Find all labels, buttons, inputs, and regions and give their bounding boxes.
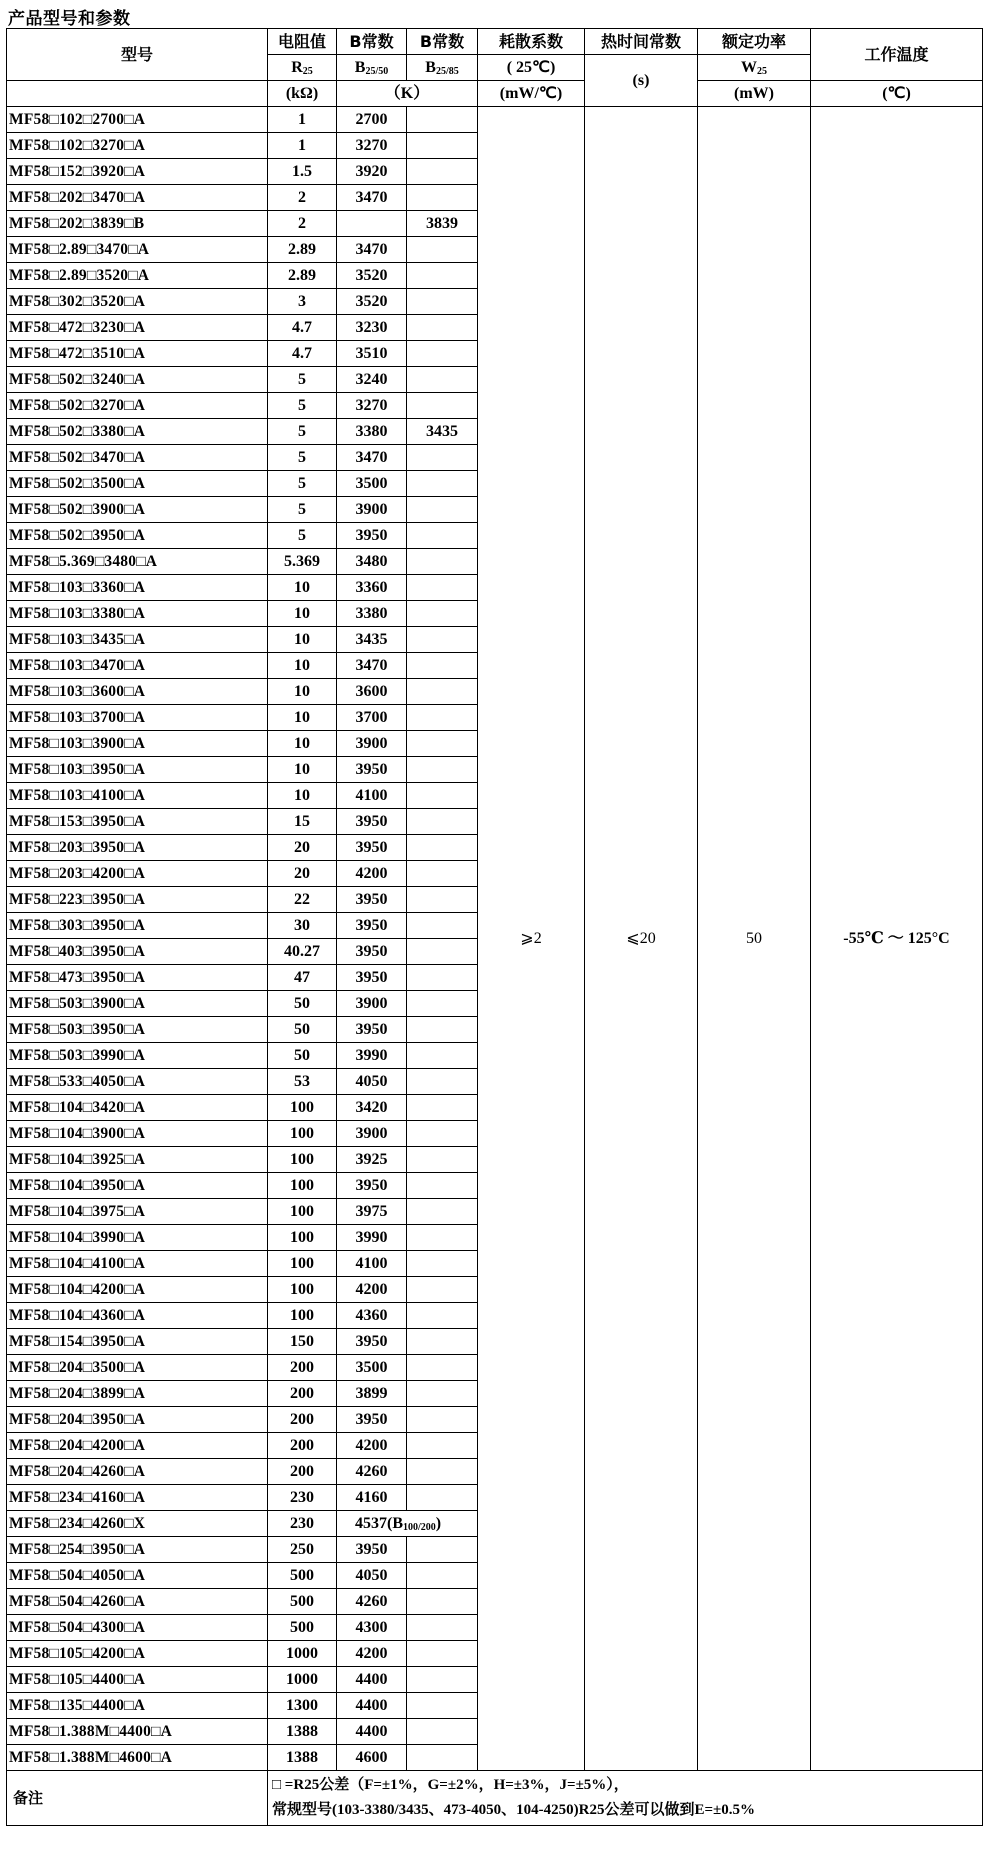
model-cell: MF58□502□3500□A [7,471,268,497]
r25-cell: 47 [268,965,337,991]
b2585-cell [407,471,478,497]
r25-cell: 20 [268,861,337,887]
model-cell: MF58□502□3240□A [7,367,268,393]
b2550-cell: 3480 [337,549,407,575]
r25-cell: 5 [268,419,337,445]
b2585-cell [407,939,478,965]
model-cell: MF58□104□4100□A [7,1251,268,1277]
model-cell: MF58□204□4200□A [7,1433,268,1459]
b2550-cell: 3950 [337,913,407,939]
r25-cell: 5 [268,393,337,419]
r25-cell: 20 [268,835,337,861]
r25-cell: 50 [268,1017,337,1043]
b2550-cell: 3925 [337,1147,407,1173]
b2585-cell: 3435 [407,419,478,445]
b2550-cell: 3950 [337,887,407,913]
r25-cell: 100 [268,1199,337,1225]
r25-cell: 10 [268,575,337,601]
model-cell: MF58□502□3900□A [7,497,268,523]
r25-cell: 53 [268,1069,337,1095]
b2550-cell: 3600 [337,679,407,705]
model-cell: MF58□302□3520□A [7,289,268,315]
b2585-cell [407,1147,478,1173]
model-cell: MF58□403□3950□A [7,939,268,965]
b2550-cell: 3470 [337,653,407,679]
model-cell: MF58□103□3950□A [7,757,268,783]
r25-cell: 1300 [268,1693,337,1719]
notes-row [7,1771,983,1826]
header-temp-unit: (℃) [811,81,983,107]
b2550-cell: 3230 [337,315,407,341]
b2550-cell: 4160 [337,1485,407,1511]
b2550-cell: 3420 [337,1095,407,1121]
b2585-cell [407,1069,478,1095]
header-model-blank [7,81,268,107]
b2585-cell [407,1329,478,1355]
b2585-cell [407,1745,478,1771]
b2550-cell: 3270 [337,393,407,419]
model-cell: MF58□104□3925□A [7,1147,268,1173]
b2585-cell [407,315,478,341]
header-thermal-time: 热时间常数 [585,29,698,55]
r25-cell: 5 [268,523,337,549]
header-power-symbol: $W_{25}$ [698,55,811,81]
b2550-cell: 3950 [337,939,407,965]
r25-cell: 5.369 [268,549,337,575]
r25-cell: 200 [268,1355,337,1381]
r25-cell: 2 [268,185,337,211]
b2585-cell [407,367,478,393]
b2550-cell: 4050 [337,1563,407,1589]
b2585-cell [407,1563,478,1589]
b2550-cell: 4260 [337,1589,407,1615]
model-cell: MF58□104□3950□A [7,1173,268,1199]
model-cell: MF58□103□3900□A [7,731,268,757]
b2585-cell [407,1277,478,1303]
notes-line-2: 常规型号(103-3380/3435、473-4050、104-4250)R25公差可以做到E=±0.5% [272,1802,756,1818]
op-temp-value: -55℃ ～ 125°C [811,107,983,1771]
b2550-cell [337,211,407,237]
b2585-cell [407,783,478,809]
b2550-cell: 4300 [337,1615,407,1641]
b2585-cell [407,237,478,263]
b2585-cell [407,835,478,861]
b2550-cell: 4200 [337,1277,407,1303]
model-cell: MF58□203□3950□A [7,835,268,861]
b2550-cell: 4600 [337,1745,407,1771]
b2550-cell: 3950 [337,835,407,861]
r25-cell: 1000 [268,1667,337,1693]
r25-cell: 1.5 [268,159,337,185]
model-cell: MF58□2.89□3470□A [7,237,268,263]
b2550-cell: 3380 [337,601,407,627]
b2550-cell: 4400 [337,1693,407,1719]
b2585-cell [407,731,478,757]
model-cell: MF58□103□3470□A [7,653,268,679]
r25-cell: 100 [268,1251,337,1277]
b2585-cell [407,653,478,679]
header-r-unit: (kΩ) [268,81,337,107]
notes-label: 备注 [7,1771,268,1826]
b2585-cell [407,133,478,159]
r25-cell: 1388 [268,1719,337,1745]
b2550-cell: 3950 [337,965,407,991]
r25-cell: 50 [268,1043,337,1069]
b2550-cell: 3900 [337,731,407,757]
header-dissipation: 耗散系数 [478,29,585,55]
r25-cell: 4.7 [268,315,337,341]
b2550-cell: 3360 [337,575,407,601]
b2550-cell: 3380 [337,419,407,445]
b2550-cell: 3900 [337,1121,407,1147]
r25-cell: 30 [268,913,337,939]
header-b2585-symbol: $B_{25/85}$ [407,55,478,81]
b2585-cell [407,1589,478,1615]
model-cell: MF58□503□3990□A [7,1043,268,1069]
header-dissipation-unit: (mW/℃) [478,81,585,107]
model-cell: MF58□103□3700□A [7,705,268,731]
header-row-1 [7,29,983,55]
r25-cell: 500 [268,1615,337,1641]
header-model: 型号 [7,29,268,81]
r25-cell: 10 [268,731,337,757]
b2550-cell: 4360 [337,1303,407,1329]
b2550-cell: 4200 [337,861,407,887]
model-cell: MF58□502□3380□A [7,419,268,445]
rated-power-value: 50 [698,107,811,1771]
model-cell: MF58□103□3380□A [7,601,268,627]
model-cell: MF58□1.388M□4600□A [7,1745,268,1771]
r25-cell: 100 [268,1277,337,1303]
b2550-cell: 3435 [337,627,407,653]
table-row [7,107,983,133]
model-cell: MF58□504□4300□A [7,1615,268,1641]
b2585-cell [407,1121,478,1147]
r25-cell: 22 [268,887,337,913]
model-cell: MF58□303□3950□A [7,913,268,939]
model-cell: MF58□104□3990□A [7,1225,268,1251]
r25-cell: 100 [268,1303,337,1329]
header-b-unit: （K） [337,81,478,107]
header-resistance: 电阻值 [268,29,337,55]
b2585-cell [407,1225,478,1251]
header-b-constant-1: B常数 [337,29,407,55]
spec-table [6,28,983,1826]
b2550-cell: 3900 [337,991,407,1017]
model-cell: MF58□154□3950□A [7,1329,268,1355]
b2550-cell: 3900 [337,497,407,523]
b2550-cell: 3950 [337,1407,407,1433]
r25-cell: 230 [268,1511,337,1537]
b2550-cell: 3270 [337,133,407,159]
b2585-cell [407,523,478,549]
b2550-cell: 4050 [337,1069,407,1095]
r25-cell: 200 [268,1433,337,1459]
header-b2550-symbol: $B_{25/50}$ [337,55,407,81]
model-cell: MF58□104□3420□A [7,1095,268,1121]
r25-cell: 200 [268,1459,337,1485]
b2550-cell: 3950 [337,1537,407,1563]
b2585-cell [407,991,478,1017]
model-cell: MF58□254□3950□A [7,1537,268,1563]
b2550-cell: 3899 [337,1381,407,1407]
model-cell: MF58□473□3950□A [7,965,268,991]
r25-cell: 10 [268,601,337,627]
header-dissipation-condition: ( 25℃) [478,55,585,81]
b2550-cell: 3950 [337,1017,407,1043]
r25-cell: 100 [268,1225,337,1251]
model-cell: MF58□504□4050□A [7,1563,268,1589]
model-cell: MF58□105□4200□A [7,1641,268,1667]
model-cell: MF58□234□4160□A [7,1485,268,1511]
r25-cell: 5 [268,445,337,471]
b2550-cell: 3470 [337,445,407,471]
model-cell: MF58□472□3230□A [7,315,268,341]
r25-cell: 100 [268,1147,337,1173]
r25-cell: 1388 [268,1745,337,1771]
thermal-time-value: ⩽20 [585,107,698,1771]
b2585-cell [407,1381,478,1407]
b2585-cell [407,679,478,705]
b2585-cell: 3839 [407,211,478,237]
b2585-cell [407,1173,478,1199]
b2585-cell [407,1199,478,1225]
r25-cell: 15 [268,809,337,835]
r25-cell: 1 [268,107,337,133]
notes-line-1: □ =R25公差（F=±1%，G=±2%，H=±3%，J=±5%）， [272,1777,629,1793]
notes-body [268,1771,983,1826]
model-cell: MF58□104□4360□A [7,1303,268,1329]
header-power-unit: (mW) [698,81,811,107]
b2585-cell [407,1615,478,1641]
r25-cell: 500 [268,1589,337,1615]
b2550-cell: 3950 [337,1173,407,1199]
b2550-cell: 3240 [337,367,407,393]
model-cell: MF58□1.388M□4400□A [7,1719,268,1745]
b2550-cell: 4400 [337,1667,407,1693]
b2585-cell [407,861,478,887]
r25-cell: 230 [268,1485,337,1511]
model-cell: MF58□472□3510□A [7,341,268,367]
model-cell: MF58□504□4260□A [7,1589,268,1615]
b2550-cell: 4100 [337,1251,407,1277]
b2550-cell: 3700 [337,705,407,731]
header-row-3 [7,81,983,107]
b2585-cell [407,1485,478,1511]
b2585-cell [407,289,478,315]
r25-cell: 250 [268,1537,337,1563]
b2585-cell [407,809,478,835]
model-cell: MF58□153□3950□A [7,809,268,835]
r25-cell: 2.89 [268,263,337,289]
model-cell: MF58□5.369□3480□A [7,549,268,575]
header-thermal-unit: (s) [585,55,698,107]
model-cell: MF58□234□4260□X [7,1511,268,1537]
model-cell: MF58□503□3950□A [7,1017,268,1043]
r25-cell: 40.27 [268,939,337,965]
b2585-cell [407,185,478,211]
b2550-cell: 4100 [337,783,407,809]
header-r25-symbol: $R_{25}$ [268,55,337,81]
b2585-cell [407,757,478,783]
b2585-cell [407,627,478,653]
b2585-cell [407,497,478,523]
model-cell: MF58□135□4400□A [7,1693,268,1719]
r25-cell: 10 [268,783,337,809]
b2550-cell: 3950 [337,523,407,549]
b2585-cell [407,965,478,991]
model-cell: MF58□104□3975□A [7,1199,268,1225]
b2550-cell: 3470 [337,185,407,211]
b2585-cell [407,1641,478,1667]
b2585-cell [407,393,478,419]
model-cell: MF58□103□3600□A [7,679,268,705]
b2585-cell [407,1537,478,1563]
model-cell: MF58□204□4260□A [7,1459,268,1485]
b2550-cell: 3520 [337,263,407,289]
b2585-cell [407,1251,478,1277]
b2550-cell: 3990 [337,1225,407,1251]
b2585-cell [407,1043,478,1069]
r25-cell: 100 [268,1173,337,1199]
model-cell: MF58□223□3950□A [7,887,268,913]
dissipation-value: ⩾2 [478,107,585,1771]
model-cell: MF58□103□4100□A [7,783,268,809]
r25-cell: 1000 [268,1641,337,1667]
b2550-cell: 3950 [337,757,407,783]
b2585-cell [407,705,478,731]
r25-cell: 10 [268,705,337,731]
r25-cell: 5 [268,471,337,497]
r25-cell: 4.7 [268,341,337,367]
r25-cell: 10 [268,627,337,653]
header-rated-power: 额定功率 [698,29,811,55]
b2550-cell: 4260 [337,1459,407,1485]
b2585-cell [407,549,478,575]
r25-cell: 50 [268,991,337,1017]
r25-cell: 150 [268,1329,337,1355]
b2585-cell [407,1095,478,1121]
b2550-cell: 3950 [337,1329,407,1355]
b2550-cell: 3500 [337,1355,407,1381]
b2550-cell: 3510 [337,341,407,367]
b2550-cell: 3990 [337,1043,407,1069]
b2585-cell [407,159,478,185]
model-cell: MF58□2.89□3520□A [7,263,268,289]
r25-cell: 100 [268,1121,337,1147]
model-cell: MF58□102□3270□A [7,133,268,159]
b2585-cell [407,445,478,471]
model-cell: MF58□102□2700□A [7,107,268,133]
b2550-cell: 4200 [337,1641,407,1667]
r25-cell: 100 [268,1095,337,1121]
b2585-cell [407,913,478,939]
b2585-cell [407,341,478,367]
r25-cell: 1 [268,133,337,159]
model-cell: MF58□103□3435□A [7,627,268,653]
r25-cell: 5 [268,367,337,393]
b2550-cell: 3975 [337,1199,407,1225]
b2550-cell: 3470 [337,237,407,263]
b2585-cell [407,1303,478,1329]
r25-cell: 500 [268,1563,337,1589]
b2585-cell [407,1433,478,1459]
b2585-cell [407,1459,478,1485]
b2550-cell: 3500 [337,471,407,497]
b2585-cell [407,107,478,133]
b-special-cell: $4537(B_{100/200})$ [337,1511,478,1537]
header-op-temp: 工作温度 [811,29,983,81]
b2585-cell [407,887,478,913]
b2585-cell [407,1355,478,1381]
r25-cell: 10 [268,653,337,679]
b2585-cell [407,601,478,627]
r25-cell: 5 [268,497,337,523]
b2550-cell: 4200 [337,1433,407,1459]
r25-cell: 2 [268,211,337,237]
model-cell: MF58□105□4400□A [7,1667,268,1693]
r25-cell: 2.89 [268,237,337,263]
model-cell: MF58□502□3470□A [7,445,268,471]
page-title: 产品型号和参数 [8,9,131,29]
b2550-cell: 4400 [337,1719,407,1745]
model-cell: MF58□204□3950□A [7,1407,268,1433]
b2585-cell [407,1667,478,1693]
b2585-cell [407,575,478,601]
table-body [7,107,983,1771]
r25-cell: 3 [268,289,337,315]
b2550-cell: 3950 [337,809,407,835]
r25-cell: 200 [268,1381,337,1407]
model-cell: MF58□502□3270□A [7,393,268,419]
model-cell: MF58□103□3360□A [7,575,268,601]
b2585-cell [407,1017,478,1043]
model-cell: MF58□204□3899□A [7,1381,268,1407]
b2585-cell [407,263,478,289]
b2585-cell [407,1407,478,1433]
model-cell: MF58□533□4050□A [7,1069,268,1095]
r25-cell: 10 [268,757,337,783]
model-cell: MF58□202□3470□A [7,185,268,211]
model-cell: MF58□104□4200□A [7,1277,268,1303]
model-cell: MF58□203□4200□A [7,861,268,887]
b2585-cell [407,1693,478,1719]
model-cell: MF58□204□3500□A [7,1355,268,1381]
model-cell: MF58□104□3900□A [7,1121,268,1147]
model-cell: MF58□503□3900□A [7,991,268,1017]
b2585-cell [407,1719,478,1745]
model-cell: MF58□502□3950□A [7,523,268,549]
model-cell: MF58□202□3839□B [7,211,268,237]
r25-cell: 10 [268,679,337,705]
model-cell: MF58□152□3920□A [7,159,268,185]
b2550-cell: 2700 [337,107,407,133]
b2550-cell: 3920 [337,159,407,185]
b2550-cell: 3520 [337,289,407,315]
r25-cell: 200 [268,1407,337,1433]
header-b-constant-2: B常数 [407,29,478,55]
